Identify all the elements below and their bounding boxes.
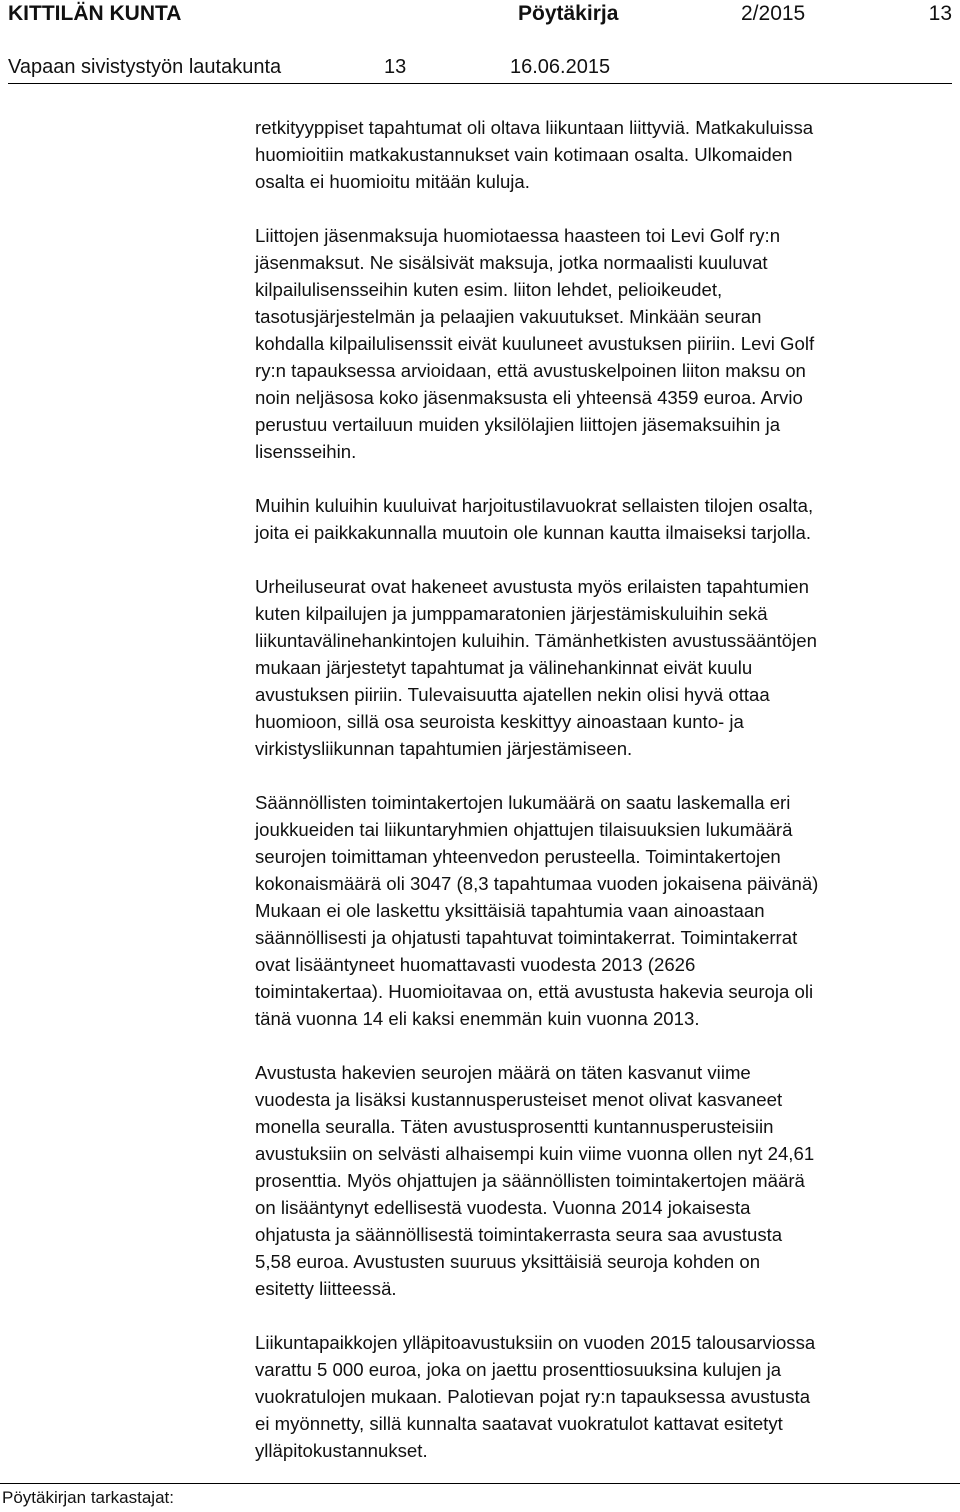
paragraph: Urheiluseurat ovat hakeneet avustusta myös erilaisten tapahtumien kuten kilpailujen ja jumppamaratonien järjestämiskuluihin sekä liikuntavälinehankintojen kuluihin. Tämänhetkisten avustussääntöjen mukaan järjestetyt tapahtumat ja välinehankinnat eivät kuulu avustuksen piiriin. Tulevaisuutta ajatellen nekin olisi hyvä ottaa huomioon, sillä osa seuroista keskittyy ainoastaan kunto- ja virkistysliikunnan tapahtumien järjestämiseen. <box>255 576 817 759</box>
organization-name: KITTILÄN KUNTA <box>8 2 182 25</box>
meeting-number: 13 <box>384 56 407 78</box>
paragraph: Muihin kuluihin kuuluivat harjoitustilavuokrat sellaisten tilojen osalta, joita ei paikkakunnalla muutoin ole kunnan kautta ilmaiseksi tarjolla. <box>255 495 814 543</box>
paragraph: Liikuntapaikkojen ylläpitoavustuksiin on vuoden 2015 talousarviossa varattu 5 000 euroa, joka on jaettu prosenttiosuuksina kulujen ja vuokratulojen mukaan. Palotievan pojat ry:n tapauksessa avustusta ei myönnetty, sillä kunnalta saatavat vuokratulot kattavat esitetyt ylläpitokustannukset. <box>255 1332 816 1461</box>
document-header-meeting <box>8 56 952 84</box>
document-header-top <box>8 2 952 30</box>
meeting-date: 16.06.2015 <box>510 56 611 78</box>
paragraph: Liittojen jäsenmaksuja huomiotaessa haasteen toi Levi Golf ry:n jäsenmaksut. Ne sisälsivät maksuja, jotka normaalisti kuuluvat kilpailulisensseihin kuten esim. liiton lehdet, pelioikeudet, tasotusjärjestelmän ja pelaajien vakuutukset. Minkään seuran kohdalla kilpailulisenssit eivät kuuluneet avustuksen piiriin. Levi Golf ry:n tapauksessa arvioidaan, että avustuskelpoinen liiton maksu on noin neljäsosa koko jäsenmaksusta eli yhteensä 4359 euroa. Arvio perustuu vertailuun muiden yksilölajien liittojen jäsemaksuihin ja lisensseihin. <box>255 225 815 462</box>
page-number: 13 <box>928 2 952 25</box>
board-name: Vapaan sivistystyön lautakunta <box>8 56 282 78</box>
document-type: Pöytäkirja <box>518 2 619 25</box>
document-body <box>255 114 957 1491</box>
footer-divider <box>0 1483 960 1484</box>
minutes-inspectors-label: Pöytäkirjan tarkastajat: <box>2 1488 174 1507</box>
paragraph: Avustusta hakevien seurojen määrä on täten kasvanut viime vuodesta ja lisäksi kustannusperusteiset menot olivat kasvaneet monella seuralla. Täten avustusprosentti kuntannusperusteisiin avustuksiin on selvästi alhaisempi kuin viime vuonna ollen nyt 24,61 prosenttia. Myös ohjattujen ja säännöllisten toimintakertojen määrä on lisääntynyt edellisestä vuodesta. Vuonna 2014 jokaisesta ohjatusta ja säännöllisestä toimintakerrasta seura saa avustusta 5,58 euroa. Avustusten suuruus yksittäisiä seuroja kohden on esitetty liitteessä. <box>255 1062 815 1299</box>
document-number: 2/2015 <box>741 2 806 25</box>
header-divider <box>8 83 952 84</box>
paragraph: Säännöllisten toimintakertojen lukumäärä on saatu laskemalla eri joukkueiden tai liikuntaryhmien ohjattujen tilaisuuksien lukumäärä seurojen toimittaman yhteenvedon perusteella. Toimintakertojen kokonaismäärä oli 3047 (8,3 tapahtumaa vuoden jokaisena päivänä) Mukaan ei ole laskettu yksittäisiä tapahtumia vaan ainoastaan säännöllisesti ja ohjatusti tapahtuvat toimintakerrat. Toimintakerrat ovat lisääntyneet huomattavasti vuodesta 2013 (2626 toimintakertaa). Huomioitavaa on, että avustusta hakevia seuroja oli tänä vuonna 14 eli kaksi enemmän kuin vuonna 2013. <box>255 792 819 1029</box>
paragraph: retkityyppiset tapahtumat oli oltava liikuntaan liittyviä. Matkakuluissa huomioitiin matkakustannukset vain kotimaan osalta. Ulkomaiden osalta ei huomioitu mitään kuluja. <box>255 117 814 192</box>
